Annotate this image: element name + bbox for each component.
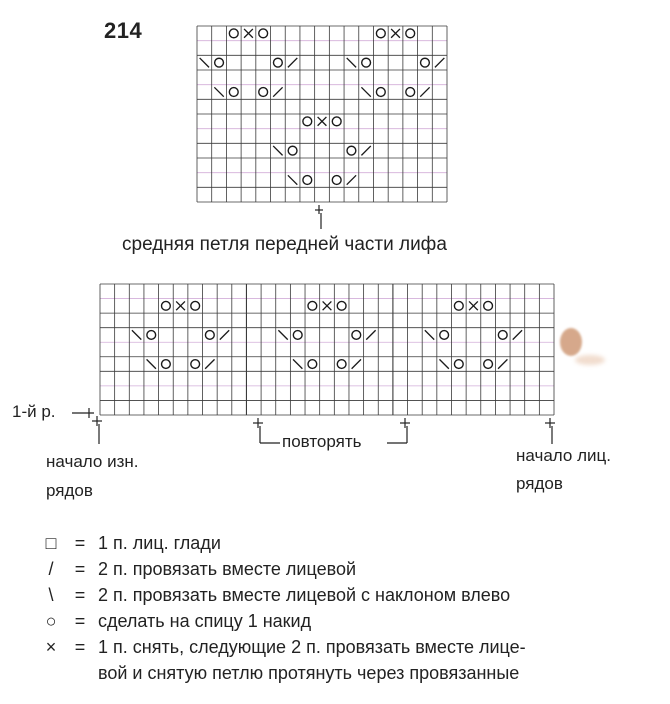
ssk-symbol-icon xyxy=(214,87,223,96)
yarn-over-symbol-icon xyxy=(308,301,317,310)
yarn-over-symbol-icon xyxy=(337,301,346,310)
yarn-over-symbol-icon xyxy=(406,88,415,97)
sk2p-symbol-icon xyxy=(176,301,185,310)
wrong-side-start-label-line2: рядов xyxy=(46,481,93,500)
first-row-label: 1-й р. xyxy=(12,402,56,421)
yarn-over-symbol-icon xyxy=(406,29,415,38)
yarn-over-symbol-icon xyxy=(162,360,171,369)
k2tog-symbol-icon xyxy=(220,330,229,339)
yarn-over-symbol-icon xyxy=(421,58,430,67)
k2tog-symbol-icon xyxy=(498,359,507,368)
sk2p-symbol-icon xyxy=(323,301,332,310)
yarn-over-symbol-icon xyxy=(454,360,463,369)
yarn-over-symbol-icon xyxy=(498,331,507,340)
center-stitch-label: средняя петля передней части лифа xyxy=(122,234,447,255)
yarn-over-symbol-icon xyxy=(347,146,356,155)
yarn-over-symbol-icon xyxy=(362,58,371,67)
yarn-over-symbol-icon xyxy=(229,29,238,38)
ssk-symbol-icon xyxy=(425,330,434,339)
legend-text: вой и снятую петлю протянуть через провязанные xyxy=(98,663,520,683)
yarn-over-symbol-icon xyxy=(259,29,268,38)
yarn-over-symbol-icon xyxy=(259,88,268,97)
sk2p-symbol-icon xyxy=(318,117,327,126)
k2tog-symbol-icon xyxy=(435,58,444,67)
ssk-symbol-icon xyxy=(293,359,302,368)
yarn-over-symbol-icon xyxy=(484,301,493,310)
legend-text: 1 п. лиц. глади xyxy=(98,533,221,553)
yarn-over-symbol-icon xyxy=(229,88,238,97)
right-side-start-marker-icon xyxy=(544,418,558,444)
cross-icon: × xyxy=(45,637,57,657)
legend-item-ssk: \ = 2 п. провязать вместе лицевой с наклоном влево xyxy=(40,585,510,606)
legend-item-yarn-over: ○ = сделать на спицу 1 накид xyxy=(40,611,311,632)
ssk-symbol-icon xyxy=(288,175,297,184)
legend-text: сделать на спицу 1 накид xyxy=(98,611,312,631)
yarn-over-symbol-icon xyxy=(293,331,302,340)
yarn-over-symbol-icon xyxy=(440,331,449,340)
right-side-start-label-line2: рядов xyxy=(516,474,563,493)
ssk-symbol-icon xyxy=(200,58,209,67)
yarn-over-symbol-icon xyxy=(484,360,493,369)
slash-icon: / xyxy=(48,559,54,579)
yarn-over-symbol-icon xyxy=(352,331,361,340)
wrong-side-start-label-line1: начало изн. xyxy=(46,452,139,471)
square-icon: □ xyxy=(45,533,57,553)
circle-icon: ○ xyxy=(45,611,57,631)
k2tog-symbol-icon xyxy=(352,359,361,368)
top-knitting-chart xyxy=(197,26,447,202)
k2tog-symbol-icon xyxy=(366,330,375,339)
legend-item-knit: □ = 1 п. лиц. глади xyxy=(40,533,221,554)
yarn-over-symbol-icon xyxy=(162,301,171,310)
stain-mark xyxy=(560,328,582,356)
ssk-symbol-icon xyxy=(439,359,448,368)
yarn-over-symbol-icon xyxy=(376,88,385,97)
yarn-over-symbol-icon xyxy=(147,331,156,340)
bottom-knitting-chart xyxy=(100,284,554,415)
k2tog-symbol-icon xyxy=(420,87,429,96)
yarn-over-symbol-icon xyxy=(205,331,214,340)
ssk-symbol-icon xyxy=(147,359,156,368)
legend-item-sk2p-continued xyxy=(98,663,519,684)
right-side-start-label-line1: начало лиц. xyxy=(516,446,611,465)
yarn-over-symbol-icon xyxy=(191,301,200,310)
ssk-symbol-icon xyxy=(278,330,287,339)
legend-text: 2 п. провязать вместе лицевой xyxy=(98,559,357,579)
sk2p-symbol-icon xyxy=(391,29,400,38)
ssk-symbol-icon xyxy=(361,87,370,96)
k2tog-symbol-icon xyxy=(361,146,370,155)
yarn-over-symbol-icon xyxy=(288,146,297,155)
yarn-over-symbol-icon xyxy=(337,360,346,369)
legend-text: 2 п. провязать вместе лицевой с наклоном влево xyxy=(98,585,511,605)
yarn-over-symbol-icon xyxy=(215,58,224,67)
sk2p-symbol-icon xyxy=(244,29,253,38)
first-row-marker-icon xyxy=(72,404,102,444)
ssk-symbol-icon xyxy=(132,330,141,339)
yarn-over-symbol-icon xyxy=(376,29,385,38)
ssk-symbol-icon xyxy=(273,146,282,155)
yarn-over-symbol-icon xyxy=(303,117,312,126)
yarn-over-symbol-icon xyxy=(308,360,317,369)
yarn-over-symbol-icon xyxy=(332,176,341,185)
yarn-over-symbol-icon xyxy=(332,117,341,126)
yarn-over-symbol-icon xyxy=(454,301,463,310)
repeat-label: повторять xyxy=(282,432,362,451)
legend-text: 1 п. снять, следующие 2 п. провязать вместе лице- xyxy=(98,637,526,657)
legend-item-sk2p: × = 1 п. снять, следующие 2 п. провязать вместе лице- xyxy=(40,637,526,658)
legend-item-k2tog: / = 2 п. провязать вместе лицевой xyxy=(40,559,356,580)
yarn-over-symbol-icon xyxy=(191,360,200,369)
center-stitch-marker-icon xyxy=(312,204,326,230)
pattern-number: 214 xyxy=(104,18,143,43)
k2tog-symbol-icon xyxy=(288,58,297,67)
k2tog-symbol-icon xyxy=(205,359,214,368)
yarn-over-symbol-icon xyxy=(273,58,282,67)
ssk-symbol-icon xyxy=(347,58,356,67)
sk2p-symbol-icon xyxy=(469,301,478,310)
k2tog-symbol-icon xyxy=(347,175,356,184)
yarn-over-symbol-icon xyxy=(303,176,312,185)
k2tog-symbol-icon xyxy=(273,87,282,96)
backslash-icon: \ xyxy=(48,585,54,605)
k2tog-symbol-icon xyxy=(513,330,522,339)
stain-splatter xyxy=(575,355,605,365)
